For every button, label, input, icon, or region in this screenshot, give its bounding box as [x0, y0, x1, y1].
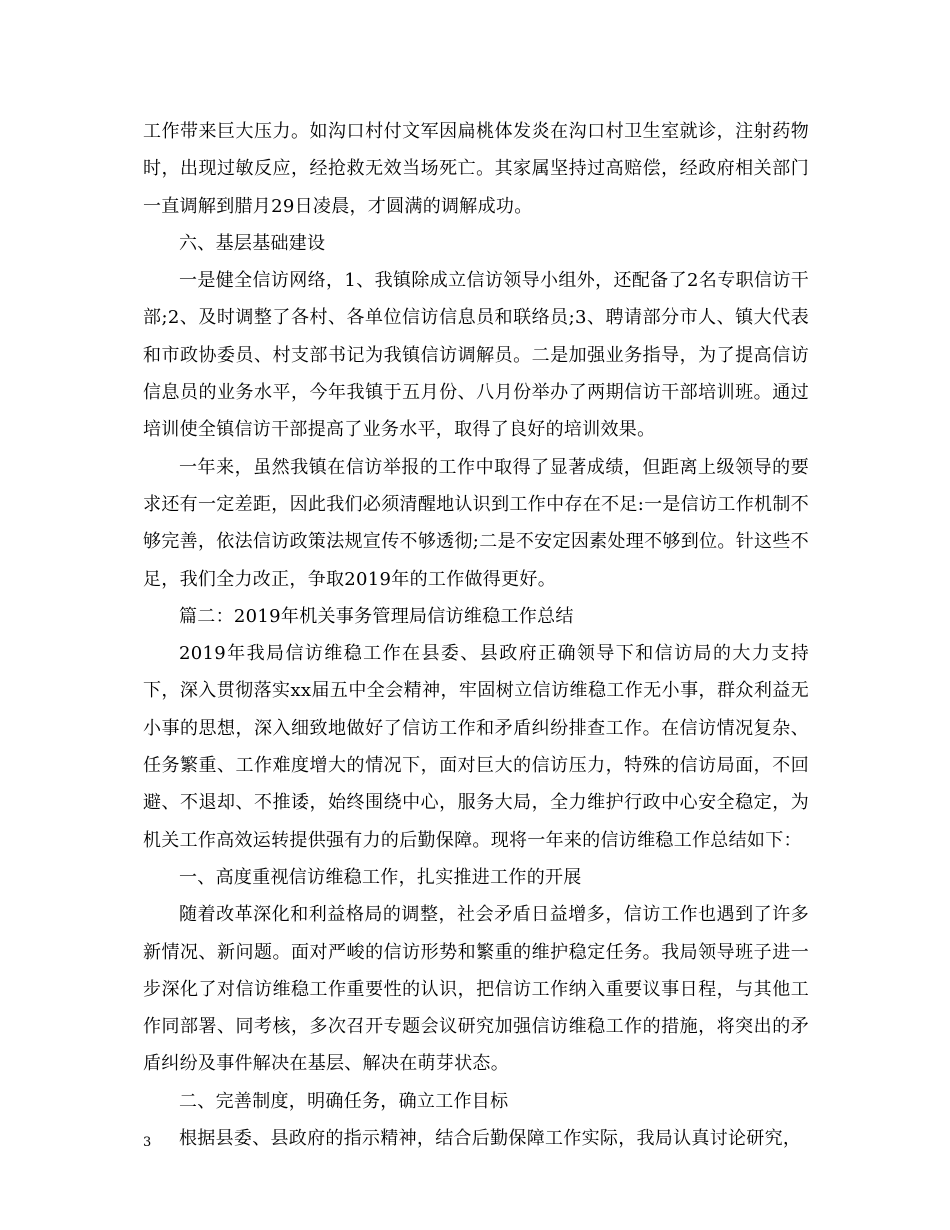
section-heading: 一、高度重视信访维稳工作，扎实推进工作的开展 [179, 866, 582, 888]
paragraph: 工作带来巨大压力。如沟口村付文军因扁桃体发炎在沟口村卫生室就诊，注射药物时，出现过敏反应，经抢救无效当场死亡。其家属坚持过高赔偿，经政府相关部门一直调解到腊月29日凌晨，才圆满的调解成功。 [143, 121, 809, 217]
paragraph: 2019年我局信访维稳工作在县委、县政府正确领导下和信访局的大力支持下，深入贯彻落实xx届五中全会精神，牢固树立信访维稳工作无小事，群众利益无小事的思想，深入细致地做好了信访工作和矛盾纠纷排查工作。在信访情况复杂、任务繁重、工作难度增大的情况下，面对巨大的信访压力，特殊的信访局面，不回避、不退却、不推诿，始终围绕中心，服务大局，全力维护行政中心安全稳定，为机关工作高效运转提供强有力的后勤保障。现将一年来的信访维稳工作总结如下： [143, 643, 809, 851]
section-heading: 六、基层基础建设 [179, 232, 326, 254]
paragraph: 随着改革深化和利益格局的调整，社会矛盾日益增多，信访工作也遇到了许多新情况、新问题。面对严峻的信访形势和繁重的维护稳定任务。我局领导班子进一步深化了对信访维稳工作重要性的认识，把信访工作纳入重要议事日程，与其他工作同部署、同考核，多次召开专题会议研究加强信访维稳工作的措施，将突出的矛盾纠纷及事件解决在基层、解决在萌芽状态。 [143, 904, 809, 1075]
document-body [143, 113, 809, 1157]
section-heading: 二、完善制度，明确任务，确立工作目标 [179, 1090, 509, 1112]
article-title: 篇二：2019年机关事务管理局信访维稳工作总结 [179, 605, 574, 627]
paragraph: 根据县委、县政府的指示精神，结合后勤保障工作实际，我局认真讨论研究， [179, 1128, 802, 1150]
page-number: 3 [143, 1135, 152, 1150]
paragraph: 一年来，虽然我镇在信访举报的工作中取得了显著成绩，但距离上级领导的要求还有一定差距，因此我们必须清醒地认识到工作中存在不足:一是信访工作机制不够完善，依法信访政策法规宣传不够透彻;二是不安定因素处理不够到位。针这些不足，我们全力改正，争取2019年的工作做得更好。 [143, 456, 809, 590]
paragraph: 一是健全信访网络，1、我镇除成立信访领导小组外，还配备了2名专职信访干部;2、及时调整了各村、各单位信访信息员和联络员;3、聘请部分市人、镇大代表和市政协委员、村支部书记为我镇信访调解员。二是加强业务指导，为了提高信访信息员的业务水平，今年我镇于五月份、八月份举办了两期信访干部培训班。通过培训使全镇信访干部提高了业务水平，取得了良好的培训效果。 [143, 270, 809, 441]
